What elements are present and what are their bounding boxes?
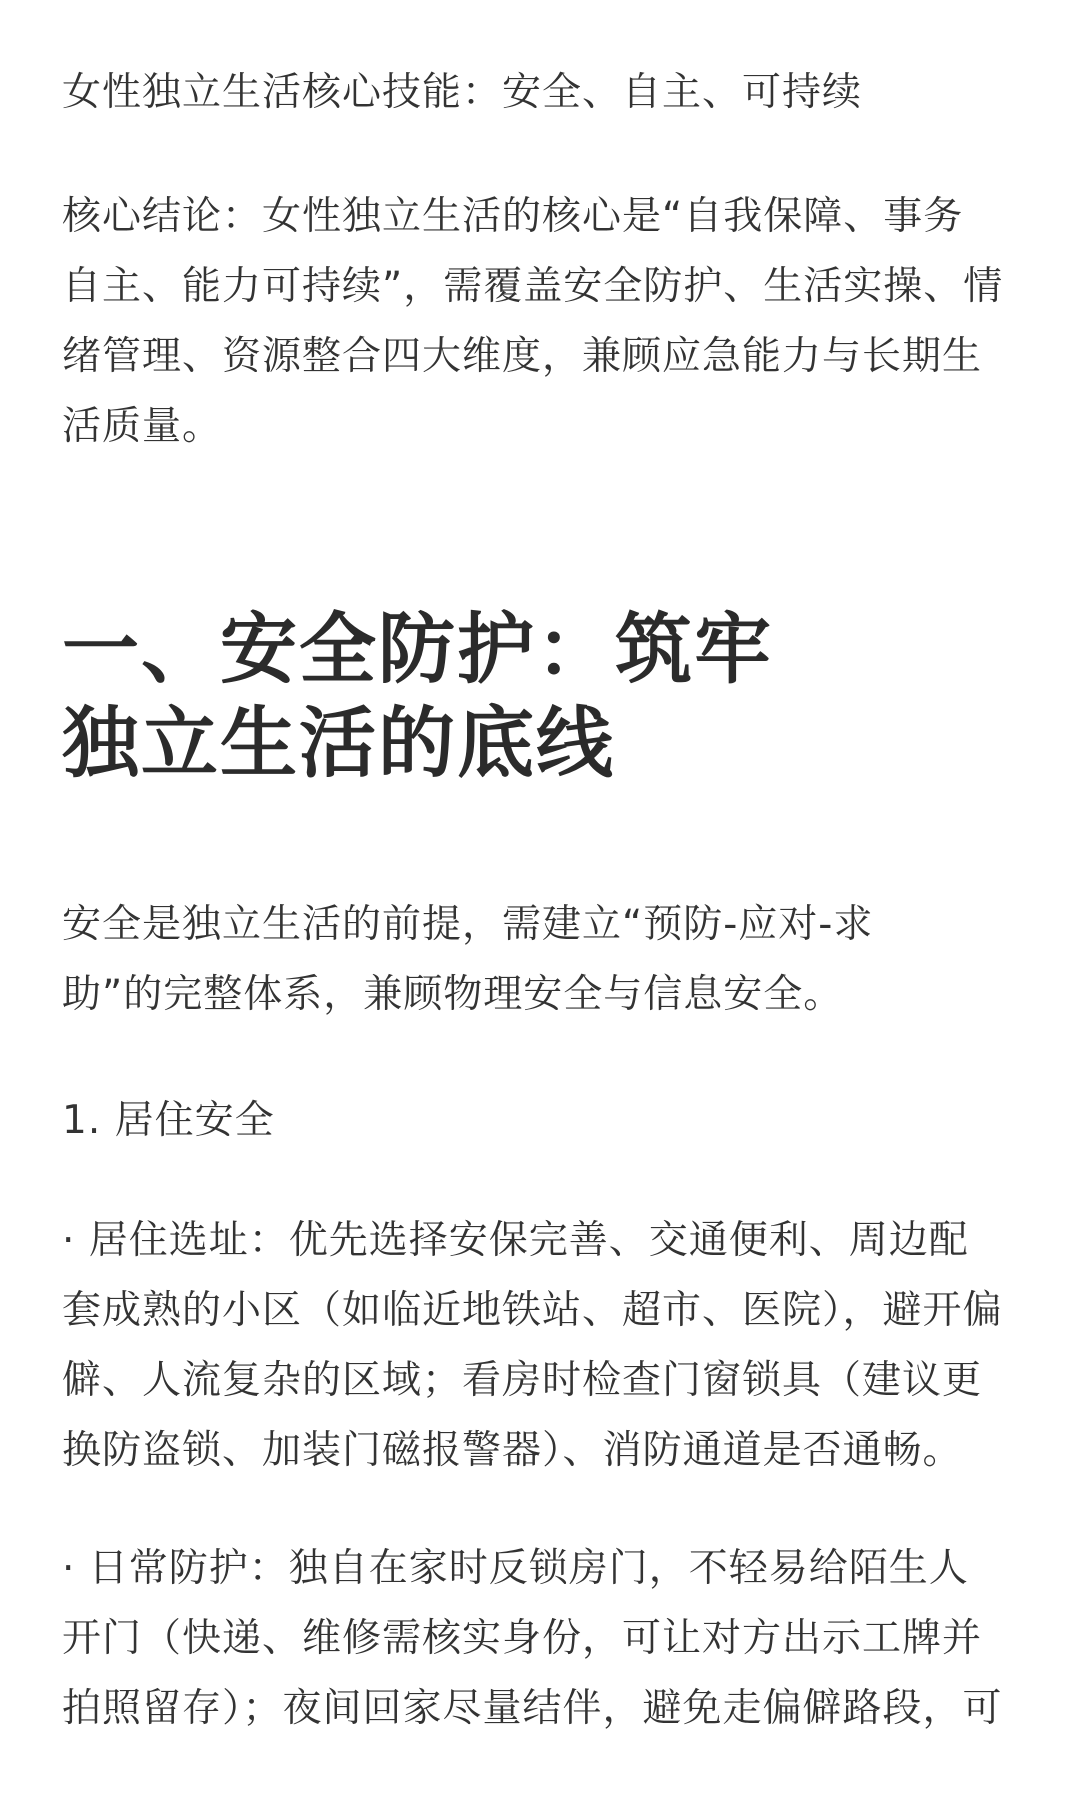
bullet-residence-location [62,1206,1018,1486]
title-text: 女性独立生活核心技能：安全、自主、可持续 [62,70,863,115]
intro-line: 安全是独立生活的前提，需建立“预防-应对-求 [62,902,874,947]
subsection-title [62,1086,1018,1156]
bullet-line: 换防盗锁、加装门磁报警器）、消防通道是否通畅。 [62,1428,963,1473]
conclusion-line: 活质量。 [62,404,223,449]
section-heading-line: 一、安全防护：筑牢 [62,606,773,695]
bullet-line: 僻、人流复杂的区域；看房时检查门窗锁具（建议更 [62,1358,983,1403]
conclusion-line: 自主、能力可持续”，需覆盖安全防护、生活实操、情 [62,264,1004,309]
conclusion-line: 绪管理、资源整合四大维度，兼顾应急能力与长期生 [62,334,983,379]
subsection-title-text: 1. 居住安全 [62,1098,275,1143]
section-heading [62,604,1018,792]
bullet-line: 拍照留存）；夜间回家尽量结伴，避免走偏僻路段，可 [62,1686,1003,1731]
bullet-line: 开门（快递、维修需核实身份，可让对方出示工牌并 [62,1616,983,1661]
bullet-line: · 居住选址：优先选择安保完善、交通便利、周边配 [62,1218,969,1263]
intro-line: 助”的完整体系，兼顾物理安全与信息安全。 [62,972,844,1017]
bullet-line: · 日常防护：独自在家时反锁房门，不轻易给陌生人 [62,1546,969,1591]
article-title-line [62,58,1018,128]
bullet-daily-protection [62,1534,1018,1744]
conclusion-line: 核心结论：女性独立生活的核心是“自我保障、事务 [62,194,964,239]
core-conclusion-paragraph [62,182,1018,462]
bullet-line: 套成熟的小区（如临近地铁站、超市、医院），避开偏 [62,1288,1003,1333]
section-heading-line: 独立生活的底线 [62,700,615,789]
section-intro-paragraph [62,890,1018,1030]
